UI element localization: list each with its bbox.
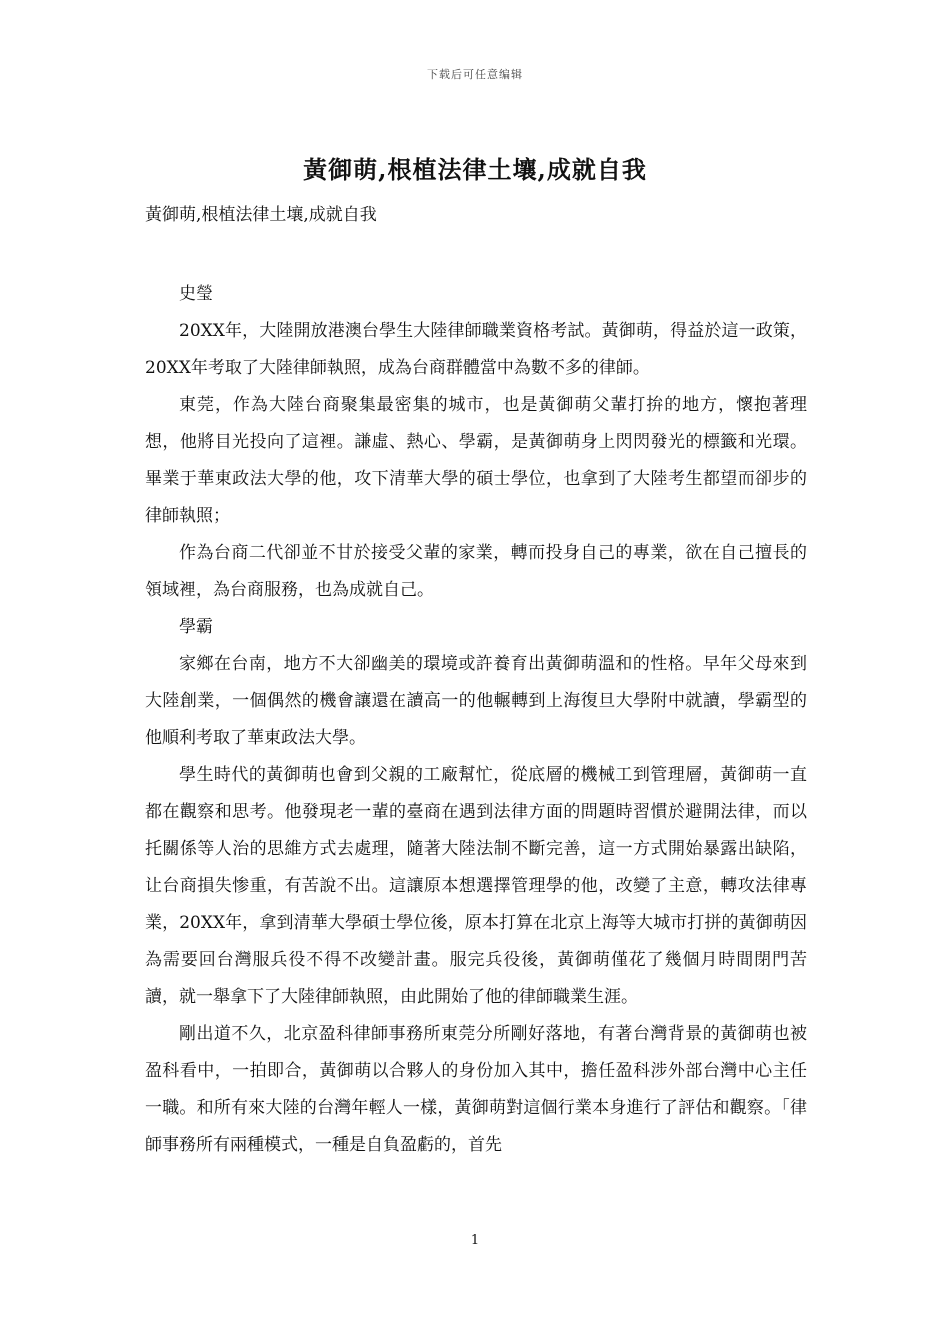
header-note: 下载后可任意编辑 xyxy=(427,68,523,81)
paragraph: 東莞，作為大陸台商聚集最密集的城市，也是黃御萌父輩打拚的地方，懷抱著理想，他將目光投向了這裡。謙虛、熱心、學霸，是黃御萌身上閃閃發光的標籤和光環。畢業于華東政法大學的他，攻下清華大學的碩士學位，也拿到了大陸考生都望而卻步的律師執照； xyxy=(145,395,807,526)
paragraph: 剛出道不久，北京盈科律師事務所東莞分所剛好落地，有著台灣背景的黃御萌也被盈科看中，一拍即合，黃御萌以合夥人的身份加入其中，擔任盈科涉外部台灣中心主任一職。和所有來大陸的台灣年輕人一樣，黃御萌對這個行業本身進行了評估和觀察。「律師事務所有兩種模式，一種是自負盈虧的，首先 xyxy=(145,1024,807,1155)
paragraph: 作為台商二代卻並不甘於接受父輩的家業，轉而投身自己的專業，欲在自己擅長的領域裡，為台商服務，也為成就自己。 xyxy=(145,543,807,600)
paragraph: 20XX年，大陸開放港澳台學生大陸律師職業資格考試。黃御萌，得益於這一政策，20XX年考取了大陸律師執照，成為台商群體當中為數不多的律師。 xyxy=(145,321,807,378)
paragraph-author: 史瑩 xyxy=(179,284,213,304)
paragraph: 學生時代的黃御萌也會到父親的工廠幫忙，從底層的機械工到管理層，黃御萌一直都在觀察和思考。他發現老一輩的臺商在遇到法律方面的問題時習慣於避開法律，而以托關係等人治的思維方式去處理，隨著大陸法制不斷完善，這一方式開始暴露出缺陷，让台商損失惨重，有苦說不出。這讓原本想選擇管理學的他，改變了主意，轉攻法律專業，20XX年，拿到清華大學碩士學位後，原本打算在北京上海等大城市打拼的黃御萌因為需要回台灣服兵役不得不改變計畫。服完兵役後，黃御萌僅花了幾個月時間閉門苦讀，就一舉拿下了大陸律師執照，由此開始了他的律師職業生涯。 xyxy=(145,765,807,1007)
document-title: 黃御萌,根植法律土壤,成就自我 xyxy=(303,155,647,184)
document-body xyxy=(145,268,807,1164)
paragraph: 家鄉在台南，地方不大卻幽美的環境或許養育出黃御萌溫和的性格。早年父母來到大陸創業，一個偶然的機會讓還在讀高一的他輾轉到上海復旦大學附中就讀，學霸型的他順利考取了華東政法大學。 xyxy=(145,654,807,748)
section-heading: 學霸 xyxy=(179,617,213,637)
document-subtitle: 黃御萌,根植法律土壤,成就自我 xyxy=(145,205,377,225)
page-number: 1 xyxy=(470,1233,480,1248)
